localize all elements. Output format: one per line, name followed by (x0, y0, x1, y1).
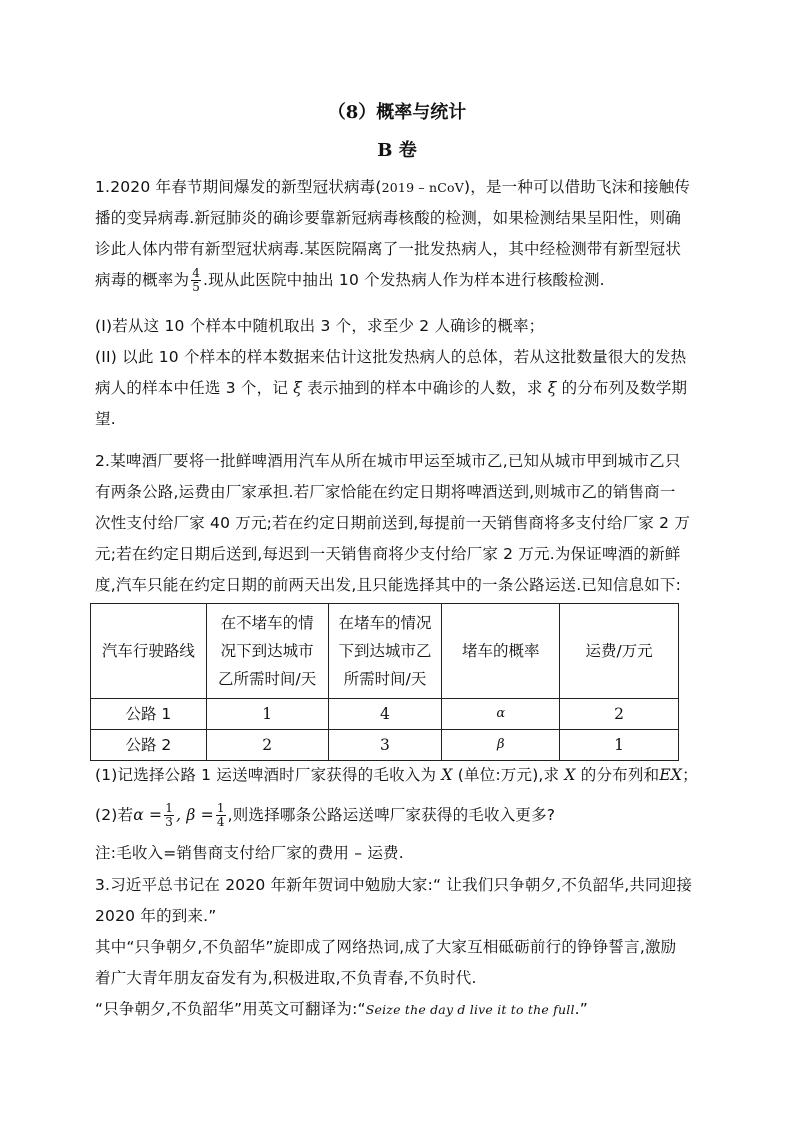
table-cell: α (442, 699, 560, 730)
table-cell: 1 (206, 699, 328, 730)
q3-line-4: 着广大青年朋友奋发有为,积极进取,不负青春,不负时代. (95, 969, 477, 987)
route-info-table (90, 603, 679, 761)
q1-line-1: 1.2020 年春节期间爆发的新型冠状病毒(2019 – nCoV)，是一种可以借助飞沫和接触传 (95, 178, 691, 196)
q3-line-2: 2020 年的到来.” (95, 907, 217, 925)
header-freight-cost: 运费/万元 (560, 604, 679, 699)
question-2 (95, 446, 695, 601)
fraction-1-4: $\frac{1}{4}$ (216, 801, 225, 829)
q2-line-2: 有两条公路,运费由厂家承担.若厂家恰能在约定日期将啤酒送到,则城市乙的销售商一 (95, 483, 676, 501)
question-1-parts (95, 311, 695, 435)
table-cell: 1 (560, 730, 679, 761)
table-cell: 2 (560, 699, 679, 730)
table-header-row (91, 604, 679, 699)
fraction-4-5: $\frac{4}{5}$ (192, 266, 201, 294)
q2-line-3: 次性支付给厂家 40 万元;若在约定日期前送到,每提前一天销售商将多支付给厂家 2 万 (95, 514, 691, 532)
question-1 (95, 172, 695, 296)
q1-part-2-line-2: 病人的样本中任选 3 个，记 ξ 表示抽到的样本中确诊的人数，求 ξ 的分布列及数学期 (95, 379, 688, 397)
header-route: 汽车行驶路线 (91, 604, 207, 699)
q2-line-4: 元;若在约定日期后送到,每迟到一天销售商将少支付给厂家 2 万元.为保证啤酒的新鲜 (95, 545, 681, 563)
q3-line-5: “只争朝夕,不负韶华”用英文可翻译为:“Seize the day d live it to the full.” (95, 1000, 588, 1018)
fraction-1-3: $\frac{1}{3}$ (165, 801, 174, 829)
header-time-no-jam: 在不堵车的情 况下到达城市 乙所需时间/天 (206, 604, 328, 699)
q1-line-4: 病毒的概率为 $\frac{4}{5}$ .现从此医院中抽出 10 个发热病人作为样本进行核酸检测. (95, 266, 605, 294)
q2-line-1: 2.某啤酒厂要将一批鲜啤酒用汽车从所在城市甲运至城市乙,已知从城市甲到城市乙只 (95, 452, 681, 470)
q2-line-5: 度,汽车只能在约定日期的前两天出发,且只能选择其中的一条公路运送.已知信息如下: (95, 576, 682, 594)
q2-note: 注:毛收入=销售商支付给厂家的费用 – 运费. (95, 844, 404, 862)
header-time-jam: 在堵车的情况 下到达城市乙 所需时间/天 (328, 604, 442, 699)
q2-part-2: (2)若α = $\frac{1}{3}$ , β = $\frac{1}{4}$ ,则选择哪条公路运送啤厂家获得的毛收入更多? (95, 801, 556, 829)
question-2-parts (95, 760, 698, 791)
q1-line-2: 播的变异病毒.新冠肺炎的确诊要靠新冠病毒核酸的检测，如果检测结果呈阳性，则确 (95, 209, 682, 227)
table-row (91, 699, 679, 730)
table-cell: 4 (328, 699, 442, 730)
table-cell: β (442, 730, 560, 761)
q1-part-2-line-3: 望. (95, 410, 116, 428)
page-subtitle: B 卷 (377, 140, 417, 161)
table-cell: 公路 2 (91, 730, 207, 761)
header-jam-probability: 堵车的概率 (442, 604, 560, 699)
q1-part-1: (I)若从这 10 个样本中随机取出 3 个，求至少 2 人确诊的概率； (95, 317, 545, 335)
table-cell: 3 (328, 730, 442, 761)
table-row (91, 730, 679, 761)
q3-line-3: 其中“只争朝夕,不负韶华”旋即成了网络热词,成了大家互相砥砺前行的铮铮誓言,激励 (95, 938, 677, 956)
table-cell: 2 (206, 730, 328, 761)
q1-part-2-line-1: (II) 以此 10 个样本的样本数据来估计这批发热病人的总体，若从这批数量很大的发热 (95, 348, 687, 366)
q2-part-1: (1)记选择公路 1 运送啤酒时厂家获得的毛收入为 X (单位:万元),求 X 的分布列和EX； (95, 766, 698, 784)
table-cell: 公路 1 (91, 699, 207, 730)
question-3 (95, 870, 695, 1025)
q1-line-3: 诊此人体内带有新型冠状病毒.某医院隔离了一批发热病人，其中经检测带有新型冠状 (95, 240, 682, 258)
q3-line-1: 3.习近平总书记在 2020 年新年贺词中勉励大家:“ 让我们只争朝夕,不负韶华,共同迎接 (95, 876, 693, 894)
page-title: （8）概率与统计 (327, 102, 467, 123)
